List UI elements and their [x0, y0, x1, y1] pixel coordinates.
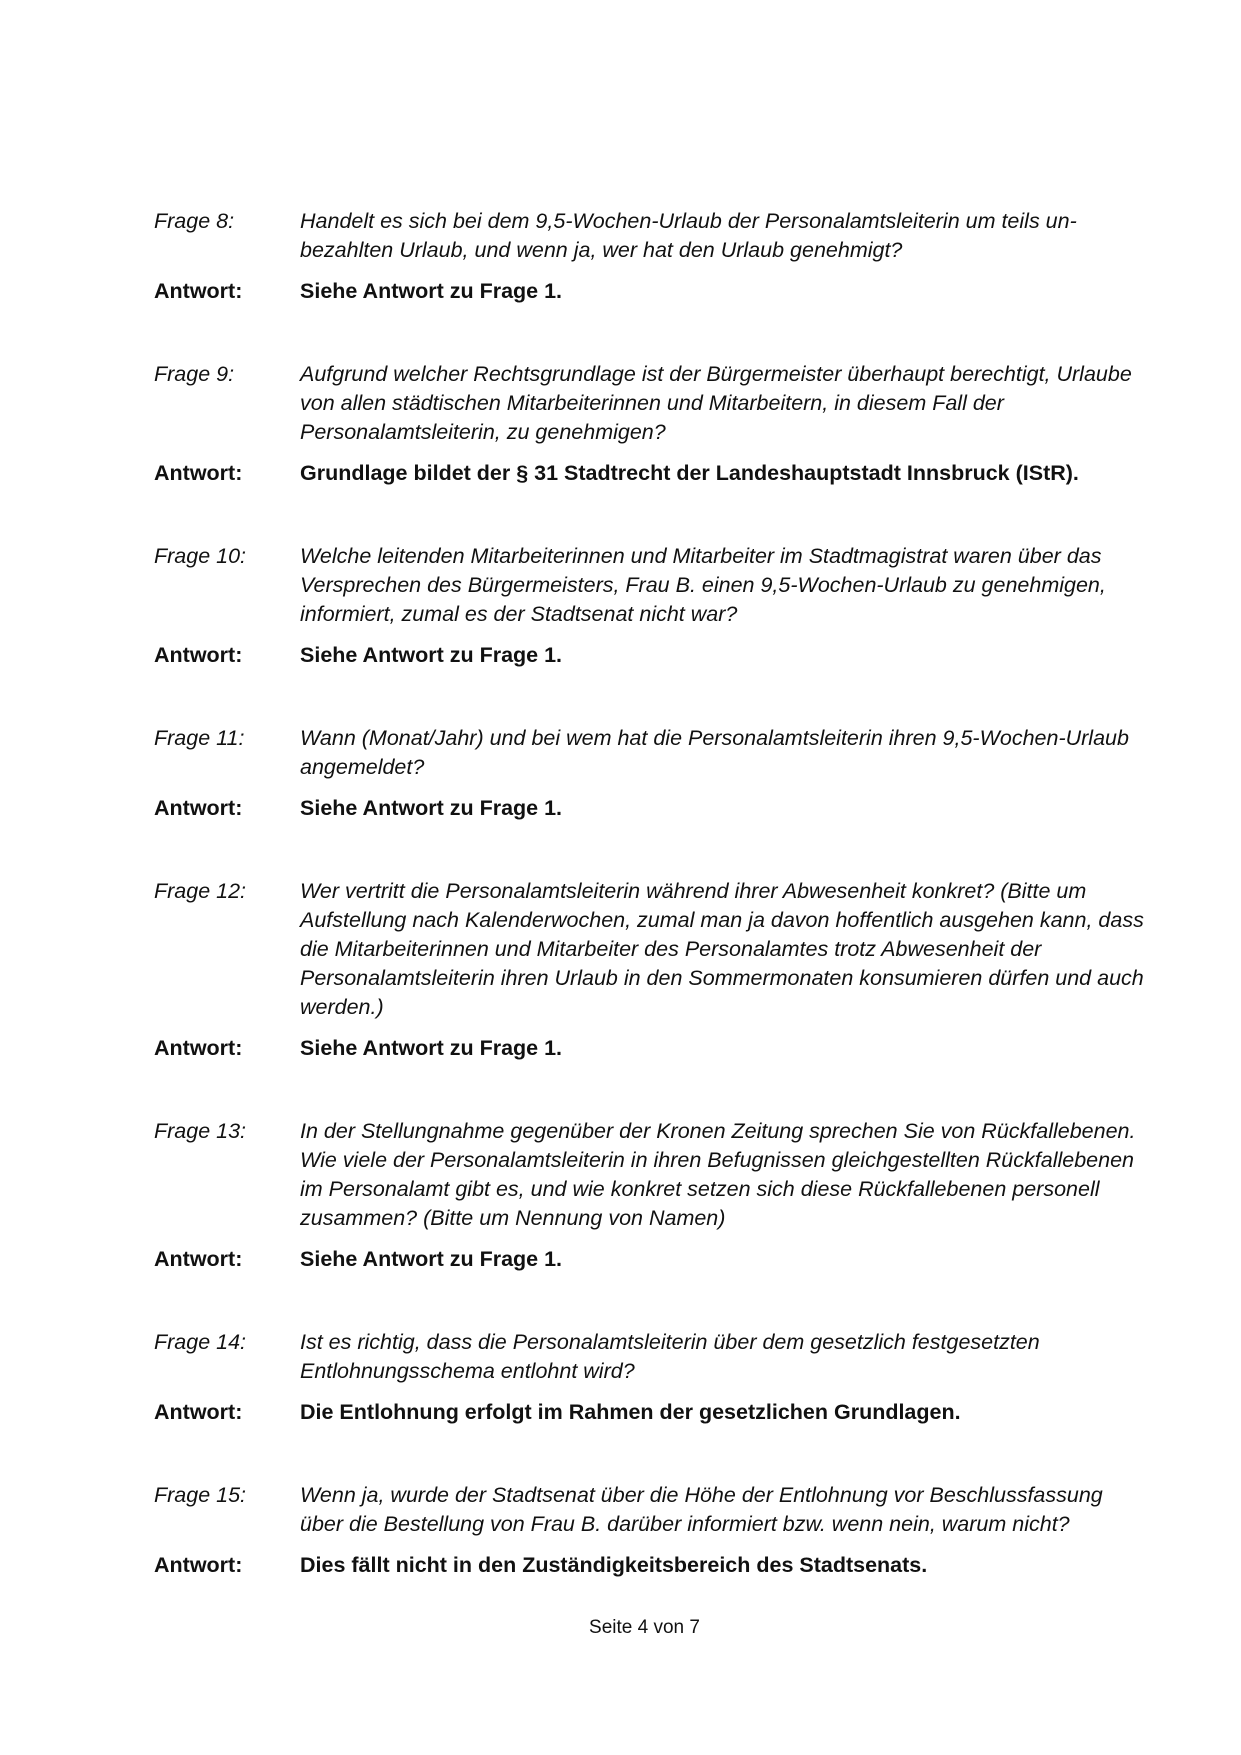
answer-label: Antwort:: [154, 1400, 243, 1424]
question-row: [154, 724, 1144, 782]
answer-label: Antwort:: [154, 1036, 243, 1060]
question-label: Frage 8:: [154, 209, 235, 233]
answer-label: Antwort:: [154, 643, 243, 667]
answer-text: Grundlage bildet der § 31 Stadtrecht der Landeshauptstadt Innsbruck (IStR).: [300, 461, 1079, 485]
question-row: [154, 1117, 1144, 1233]
answer-text: Siehe Antwort zu Frage 1.: [300, 796, 563, 820]
question-label: Frage 15:: [154, 1483, 247, 1507]
answer-row: [154, 1398, 1144, 1427]
question-row: [154, 877, 1144, 1022]
answer-row: [154, 1245, 1144, 1274]
qa-block-12: [154, 877, 1144, 1063]
answer-row: [154, 1034, 1144, 1063]
answer-text: Dies fällt nicht in den Zuständigkeitsbereich des Stadtsenats.: [300, 1553, 928, 1577]
answer-row: [154, 459, 1144, 488]
question-row: [154, 542, 1144, 629]
question-label: Frage 10:: [154, 544, 247, 568]
answer-label: Antwort:: [154, 1553, 243, 1577]
question-text: Wenn ja, wurde der Stadtsenat über die Höhe der Entlohnung vor Beschlussfassung über die Bestellung von Frau B. darüber informiert bzw. wenn nein, warum nicht?: [300, 1483, 1103, 1536]
question-label: Frage 14:: [154, 1330, 247, 1354]
answer-label: Antwort:: [154, 279, 243, 303]
answer-row: [154, 277, 1144, 306]
question-label: Frage 12:: [154, 879, 247, 903]
qa-block-14: [154, 1328, 1144, 1427]
qa-block-15: [154, 1481, 1144, 1580]
question-text: Ist es richtig, dass die Personalamtsleiterin über dem gesetzlich festgesetzten Entlohnungsschema entlohnt wird?: [300, 1330, 1040, 1383]
question-row: [154, 1328, 1144, 1386]
answer-row: [154, 641, 1144, 670]
question-text: Welche leitenden Mitarbeiterinnen und Mitarbeiter im Stadtmagistrat waren über das Versprechen des Bürgermeisters, Frau B. einen 9,5-Wochen-Urlaub zu genehmigen, informiert, zumal es der Stadtsenat nicht war?: [300, 544, 1106, 626]
answer-text: Siehe Antwort zu Frage 1.: [300, 1247, 563, 1271]
answer-text: Siehe Antwort zu Frage 1.: [300, 279, 563, 303]
qa-block-11: [154, 724, 1144, 823]
question-label: Frage 9:: [154, 362, 235, 386]
qa-block-9: [154, 360, 1144, 488]
answer-row: [154, 1551, 1144, 1580]
answer-text: Siehe Antwort zu Frage 1.: [300, 643, 563, 667]
answer-label: Antwort:: [154, 461, 243, 485]
answer-label: Antwort:: [154, 1247, 243, 1271]
question-text: Handelt es sich bei dem 9,5-Wochen-Urlaub der Personalamtsleiterin um teils unbezahlten Urlaub, und wenn ja, wer hat den Urlaub genehmigt?: [300, 209, 1077, 262]
qa-block-10: [154, 542, 1144, 670]
answer-label: Antwort:: [154, 796, 243, 820]
answer-row: [154, 794, 1144, 823]
answer-text: Die Entlohnung erfolgt im Rahmen der gesetzlichen Grundlagen.: [300, 1400, 961, 1424]
question-label: Frage 11:: [154, 726, 245, 750]
question-row: [154, 360, 1144, 447]
question-text: Wann (Monat/Jahr) und bei wem hat die Personalamtsleiterin ihren 9,5-Wochen-Urlaub angemeldet?: [300, 726, 1129, 779]
question-text: Aufgrund welcher Rechtsgrundlage ist der Bürgermeister überhaupt berechtigt, Urlaube von allen städtischen Mitarbeiterinnen und Mitarbeitern, in diesem Fall der Personalamtsleiterin, zu genehmigen?: [300, 362, 1132, 444]
question-text: Wer vertritt die Personalamtsleiterin während ihrer Abwesenheit konkret? (Bitte um Aufstellung nach Kalenderwochen, zumal man ja davon hoffentlich ausgehen kann, dass die Mitarbeiterinnen und Mitarbeiter des Personalamtes trotz Abwesenheit der Personalamtsleiterin ihren Urlaub in den Sommermonaten konsumieren dürfen und auch werden.): [300, 879, 1144, 1019]
qa-block-8: [154, 207, 1144, 306]
page-number: Seite 4 von 7: [589, 1617, 700, 1638]
answer-text: Siehe Antwort zu Frage 1.: [300, 1036, 563, 1060]
question-label: Frage 13:: [154, 1119, 247, 1143]
qa-block-13: [154, 1117, 1144, 1274]
question-row: [154, 207, 1144, 265]
question-row: [154, 1481, 1144, 1539]
question-text: In der Stellungnahme gegenüber der Kronen Zeitung sprechen Sie von Rückfallebenen. Wie viele der Personalamtsleiterin in ihren Befugnissen gleichgestellten Rückfallebenen im Personalamt gibt es, und wie konkret setzen sich diese Rückfallebenen personell zusammen? (Bitte um Nennung von Namen): [300, 1119, 1136, 1230]
